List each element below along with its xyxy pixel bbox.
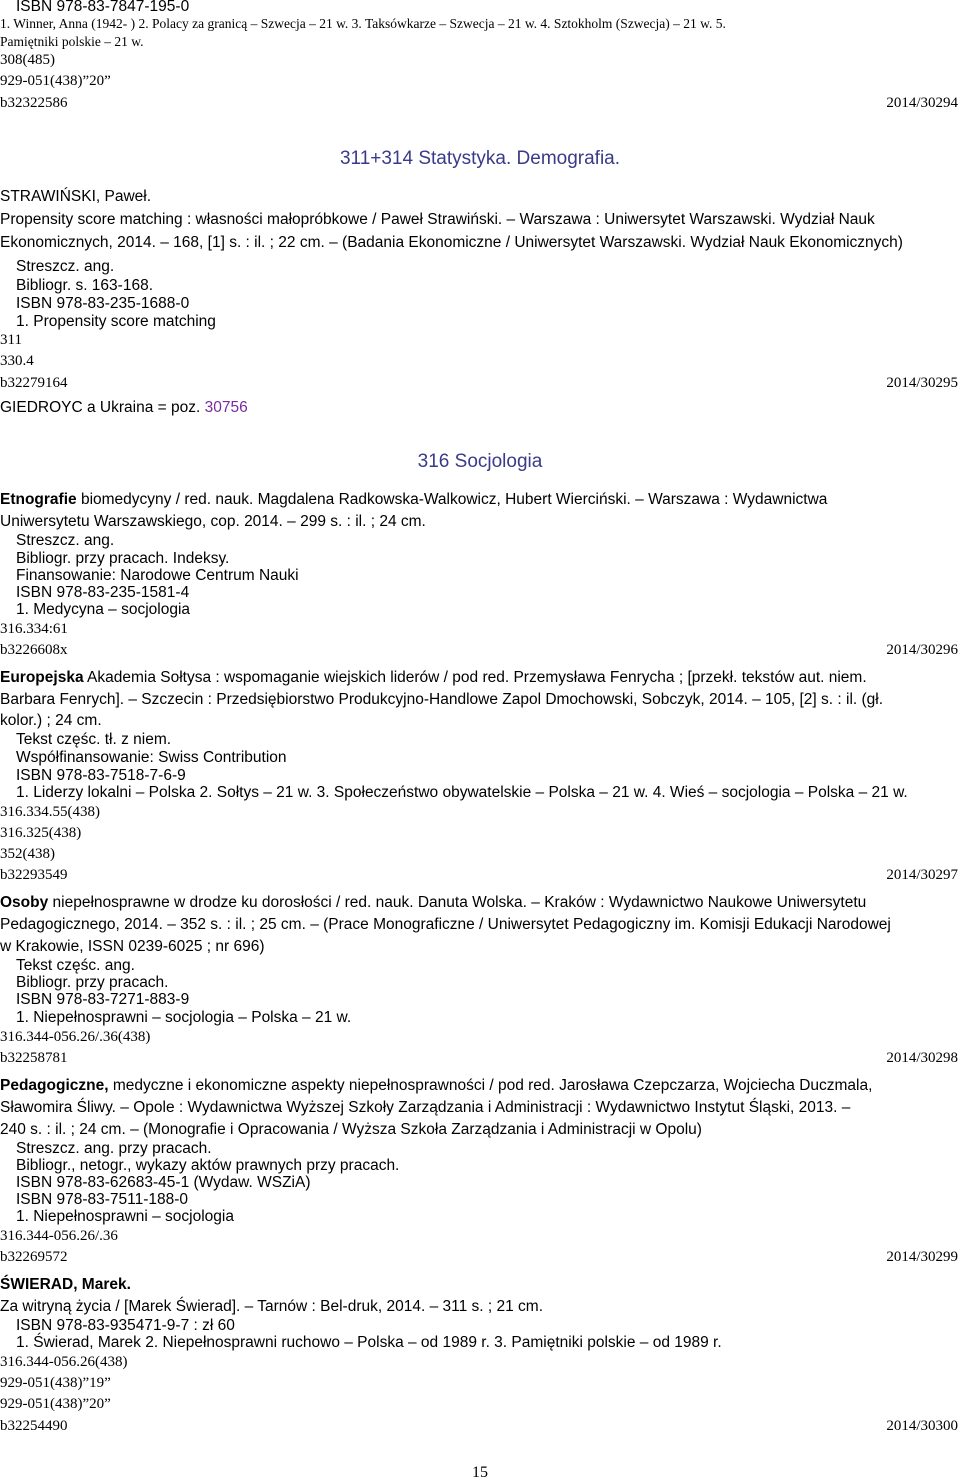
subject-headings-cont: Pamiętniki polskie – 21 w.: [0, 34, 144, 49]
entry-description: [0, 669, 867, 687]
entry-description-cont: 240 s. : il. ; 24 cm. – (Monografie i Opracowania / Wyższa Szkoła Zarządzania i Administracji w Opolu): [0, 1121, 702, 1138]
record-id: b32322586: [0, 95, 68, 111]
classification: 308(485): [0, 52, 55, 68]
entry-title-lead: Osoby: [0, 894, 49, 911]
entry-description: [0, 1077, 872, 1095]
record-ref: 2014/30296: [886, 642, 958, 658]
entry-title-rest: medyczne i ekonomiczne aspekty niepełnosprawności / pod red. Jarosława Czepczarza, Wojciecha Duczmala,: [108, 1077, 873, 1094]
see-also-link[interactable]: 30756: [204, 399, 248, 416]
entry-description-cont: Ekonomicznych, 2014. – 168, [1] s. : il. ; 22 cm. – (Badania Ekonomiczne / Uniwersytet Warszawski. Wydział Nauk Ekonomicznych): [0, 234, 903, 251]
entry-title-lead: Etnografie: [0, 491, 77, 508]
record-ref: 2014/30294: [886, 95, 958, 111]
entry-isbn: ISBN 978-83-235-1688-0: [16, 295, 190, 312]
record-id: b32254490: [0, 1418, 68, 1434]
entry-description-cont: Uniwersytetu Warszawskiego, cop. 2014. – 299 s. : il. ; 24 cm.: [0, 513, 426, 530]
classification: 929-051(438)”19”: [0, 1375, 111, 1391]
record-id: b32279164: [0, 375, 68, 391]
classification: 316.344-056.26/.36(438): [0, 1029, 151, 1045]
record-id: b3226608x: [0, 642, 68, 658]
subject-headings: 1. Winner, Anna (1942- ) 2. Polacy za granicą – Szwecja – 21 w. 3. Taksówkarze – Szwecja – 21 w. 4. Sztokholm (Szwecja) – 21 w. 5.: [0, 16, 726, 31]
entry-description-cont: w Krakowie, ISSN 0239-6025 ; nr 696): [0, 938, 265, 955]
entry-note: Tekst częśc. ang.: [16, 957, 135, 974]
record-id: b32258781: [0, 1050, 68, 1066]
entry-description-cont: Pedagogicznego, 2014. – 352 s. : il. ; 25 cm. – (Prace Monograficzne / Uniwersytet Pedagogiczny im. Komisji Edukacji Narodowej: [0, 916, 891, 933]
entry-author: ŚWIERAD, Marek.: [0, 1276, 131, 1293]
record-ref: 2014/30300: [886, 1418, 958, 1434]
entry-subject: 1. Świerad, Marek 2. Niepełnosprawni ruchowo – Polska – od 1989 r. 3. Pamiętniki polskie – od 1989 r.: [16, 1334, 722, 1351]
record-ref: 2014/30298: [886, 1050, 958, 1066]
entry-description: [0, 491, 827, 509]
section-heading: 316 Socjologia: [417, 451, 543, 472]
classification: 352(438): [0, 846, 55, 862]
record-id: b32293549: [0, 867, 68, 883]
entry-note: Finansowanie: Narodowe Centrum Nauki: [16, 567, 299, 584]
entry-isbn: ISBN 978-83-7271-883-9: [16, 991, 190, 1008]
classification: 330.4: [0, 353, 34, 369]
entry-description-cont: Barbara Fenrych]. – Szczecin : Przedsiębiorstwo Produkcyjno-Handlowe Zapol Dmochowski, Sobczyk, 2014. – 105, [2] s. : il. (gł.: [0, 691, 884, 708]
classification: 929-051(438)”20”: [0, 1396, 111, 1412]
entry-subject: 1. Niepełnosprawni – socjologia: [16, 1208, 234, 1225]
entry-note: Bibliogr., netogr., wykazy aktów prawnych przy pracach.: [16, 1157, 400, 1174]
entry-isbn: ISBN 978-83-235-1581-4: [16, 584, 190, 601]
entry-isbn: ISBN 978-83-7518-7-6-9: [16, 767, 186, 784]
entry-note: Streszcz. ang. przy pracach.: [16, 1140, 212, 1157]
entry-isbn: ISBN 978-83-935471-9-7 : zł 60: [16, 1317, 235, 1334]
entry-title-lead: Europejska: [0, 669, 84, 686]
entry-title-rest: niepełnosprawne w drodze ku dorosłości / red. nauk. Danuta Wolska. – Kraków : Wydawnictwo Naukowe Uniwersytetu: [48, 894, 867, 911]
entry-note: Streszcz. ang.: [16, 532, 115, 549]
entry-title-rest: Akademia Sołtysa : wspomaganie wiejskich liderów / pod red. Przemysława Fenrycha ; [przekł. tekstów aut. niem.: [83, 669, 867, 686]
entry-description: Za witryną życia / [Marek Świerad]. – Tarnów : Bel-druk, 2014. – 311 s. ; 21 cm.: [0, 1298, 544, 1315]
entry-subject: 1. Niepełnosprawni – socjologia – Polska – 21 w.: [16, 1009, 352, 1026]
entry-isbn: ISBN 978-83-7511-188-0: [16, 1191, 189, 1208]
record-id: b32269572: [0, 1249, 68, 1265]
entry-subject: 1. Medycyna – socjologia: [16, 601, 191, 618]
entry-author: STRAWIŃSKI, Paweł.: [0, 188, 152, 205]
entry-description: [0, 894, 866, 912]
entry-subject: 1. Liderzy lokalni – Polska 2. Sołtys – 21 w. 3. Społeczeństwo obywatelskie – Polska – 21 w. 4. Wieś – socjologia – Polska – 21 w.: [16, 784, 908, 801]
record-ref: 2014/30297: [886, 867, 958, 883]
classification: 316.344-056.26(438): [0, 1354, 128, 1370]
entry-note: Bibliogr. przy pracach.: [16, 974, 169, 991]
entry-isbn: ISBN 978-83-62683-45-1 (Wydaw. WSZiA): [16, 1174, 311, 1191]
classification: 316.344-056.26/.36: [0, 1228, 118, 1244]
isbn-line: ISBN 978-83-7847-195-0: [16, 0, 190, 15]
entry-title-rest: biomedycyny / red. nauk. Magdalena Radkowska-Walkowicz, Hubert Wierciński. – Warszawa : Wydawnictwa: [76, 491, 828, 508]
classification: 316.334:61: [0, 621, 68, 637]
entry-note: Bibliogr. s. 163-168.: [16, 277, 154, 294]
entry-description: Propensity score matching : własności małopróbkowe / Paweł Strawiński. – Warszawa : Uniwersytet Warszawski. Wydział Nauk: [0, 211, 875, 228]
section-heading: 311+314 Statystyka. Demografia.: [339, 148, 621, 169]
entry-title-lead: Pedagogiczne,: [0, 1077, 109, 1094]
page-number: 15: [472, 1464, 488, 1481]
classification: 316.334.55(438): [0, 804, 100, 820]
entry-description-cont: Sławomira Śliwy. – Opole : Wydawnictwa Wyższej Szkoły Zarządzania i Administracji : Wydawnictwo Instytut Śląski, 2013. –: [0, 1099, 851, 1116]
record-ref: 2014/30295: [886, 375, 958, 391]
entry-note: Bibliogr. przy pracach. Indeksy.: [16, 550, 230, 567]
entry-description-cont: kolor.) ; 24 cm.: [0, 712, 102, 729]
classification: 929-051(438)”20”: [0, 73, 111, 89]
classification: 316.325(438): [0, 825, 82, 841]
record-ref: 2014/30299: [886, 1249, 958, 1265]
entry-note: Streszcz. ang.: [16, 258, 115, 275]
see-also: [0, 399, 248, 417]
entry-subject: 1. Propensity score matching: [16, 313, 216, 330]
entry-note: Współfinansowanie: Swiss Contribution: [16, 749, 287, 766]
entry-note: Tekst częśc. tł. z niem.: [16, 731, 172, 748]
see-also-text: GIEDROYC a Ukraina = poz.: [0, 399, 205, 416]
classification: 311: [0, 332, 22, 348]
